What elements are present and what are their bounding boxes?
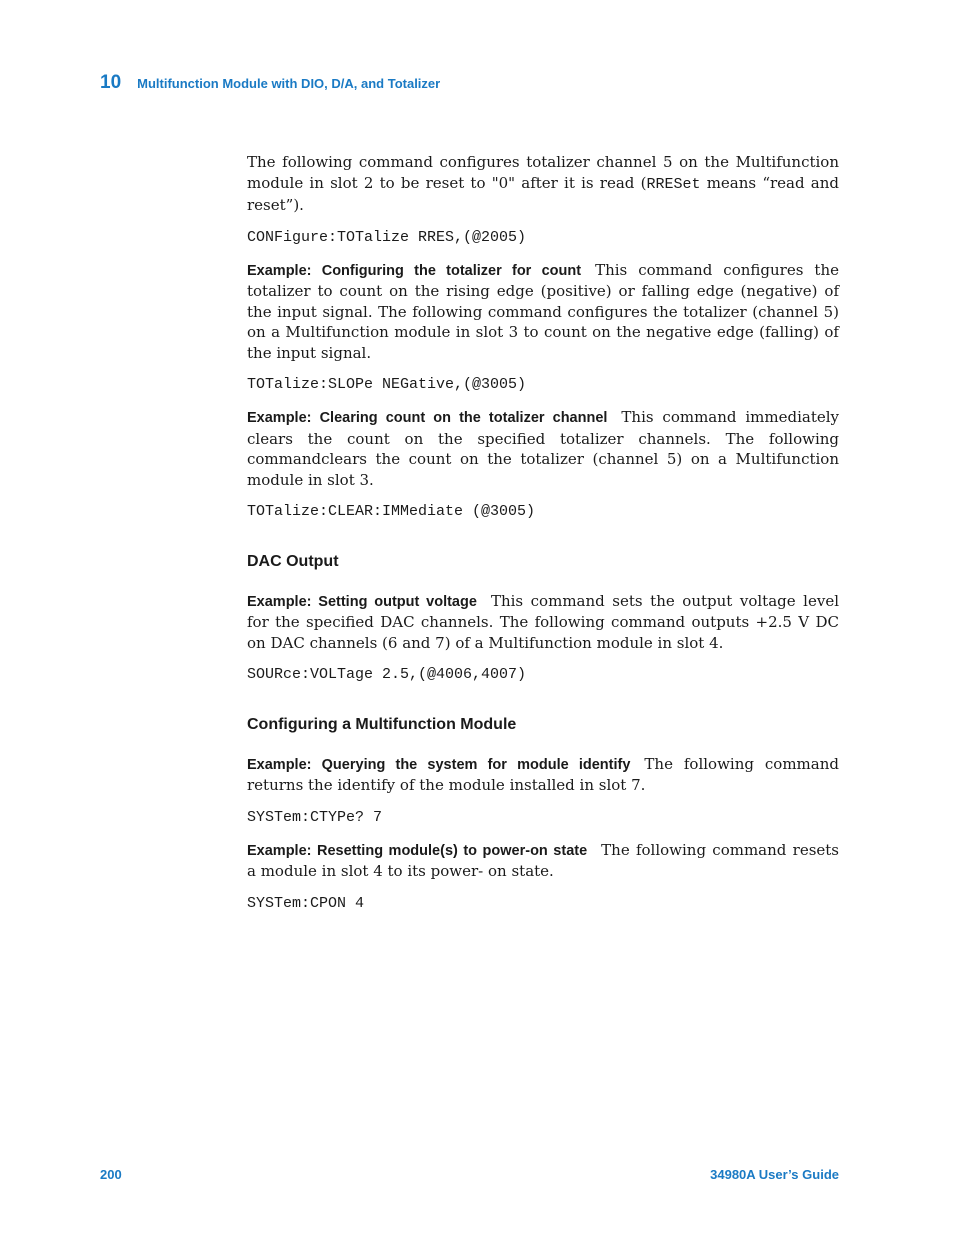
example-output-voltage <box>247 591 839 654</box>
example-configure-totalizer <box>247 260 839 364</box>
intro-text-part2: means “read and reset”). <box>247 173 839 214</box>
intro-text-part1: The following command configures totalizer channel 5 on the Multifunction module in slot 2 to be reset to "0" after it is read ( <box>247 153 839 192</box>
example-clear-count <box>247 407 839 490</box>
example-lead: Example: Querying the system for module identify <box>247 756 631 773</box>
example-lead: Example: Resetting module(s) to power-on state <box>247 842 588 859</box>
section-heading-configuring-module: Configuring a Multifunction Module <box>247 716 517 733</box>
example-reset-module <box>247 840 839 882</box>
example-text: This command configures the totalizer to count on the rising edge (positive) or falling edge (negative) of the input signal. The following command configures the totalizer (channel 5) on a Multifunction module in slot 3 to count on the negative edge (falling) of the input signal. <box>247 260 839 362</box>
section-heading-dac-output: DAC Output <box>247 553 339 570</box>
guide-title: 34980A User’s Guide <box>710 1167 839 1182</box>
example-text: The following command returns the identify of the module installed in slot 7. <box>247 754 839 794</box>
example-lead: Example: Setting output voltage <box>247 593 477 610</box>
code-system-cpon: SYSTem:CPON 4 <box>247 894 365 912</box>
code-totalize-slope: TOTalize:SLOPe NEGative,(@3005) <box>247 376 527 393</box>
example-text: The following command resets a module in slot 4 to its power- on state. <box>247 840 839 880</box>
chapter-number: 10 <box>100 72 122 93</box>
code-totalize-clear: TOTalize:CLEAR:IMMediate (@3005) <box>247 503 536 520</box>
running-header <box>100 72 440 94</box>
chapter-title: Multifunction Module with DIO, D/A, and Totalizer <box>137 76 441 91</box>
code-source-voltage: SOURce:VOLTage 2.5,(@4006,4007) <box>247 666 527 683</box>
code-system-ctype: SYSTem:CTYPe? 7 <box>247 808 383 826</box>
example-text: This command immediately clears the count on the specified totalizer channels. The following commandclears the count on the totalizer (channel 5) on a Multifunction module in slot 3. <box>247 408 839 489</box>
code-configure-totalize: CONFigure:TOTalize RRES,(@2005) <box>247 228 527 246</box>
example-lead: Example: Clearing count on the totalizer channel <box>247 410 608 426</box>
page-number: 200 <box>100 1167 122 1182</box>
page-body <box>247 152 839 926</box>
intro-paragraph <box>247 152 839 216</box>
inline-code-rreset: RRESet <box>646 175 701 193</box>
example-text: This command sets the output voltage level for the specified DAC channels. The following command outputs +2.5 V DC on DAC channels (6 and 7) of a Multifunction module in slot 4. <box>247 591 840 652</box>
example-lead: Example: Configuring the totalizer for count <box>247 262 582 279</box>
example-query-identify <box>247 754 839 796</box>
